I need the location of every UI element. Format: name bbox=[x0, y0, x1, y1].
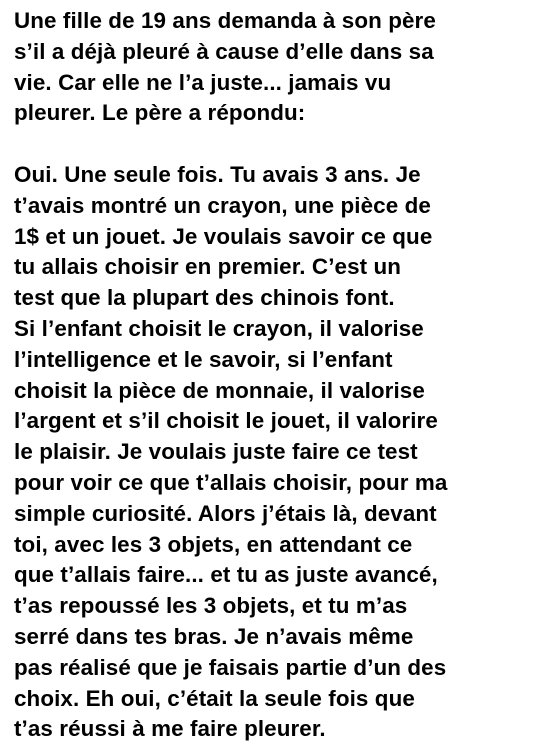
text-line: pleurer. Le père a répondu: bbox=[14, 100, 306, 126]
text-line: pas réalisé que je faisais partie d’un des bbox=[14, 654, 447, 680]
paragraph-spacer bbox=[14, 129, 544, 160]
answer-paragraph bbox=[14, 160, 544, 745]
text-line: vie. Car elle ne l’a juste... jamais vu bbox=[14, 69, 392, 95]
text-line: l’intelligence et le savoir, si l’enfant bbox=[14, 346, 393, 372]
text-line: que t’allais faire... et tu as juste avancé, bbox=[14, 562, 438, 588]
text-line: choisit la pièce de monnaie, il valorise bbox=[14, 377, 425, 403]
text-line: le plaisir. Je voulais juste faire ce test bbox=[14, 439, 418, 465]
text-line: Si l’enfant choisit le crayon, il valorise bbox=[14, 315, 424, 341]
story-text bbox=[14, 6, 544, 745]
text-line: t’as réussi à me faire pleurer. bbox=[14, 716, 326, 742]
text-line: t’avais montré un crayon, une pièce de bbox=[14, 192, 431, 218]
text-line: l’argent et s’il choisit le jouet, il valorire bbox=[14, 408, 438, 434]
text-line: s’il a déjà pleuré à cause d’elle dans sa bbox=[14, 38, 434, 64]
intro-paragraph bbox=[14, 6, 544, 129]
text-line: pour voir ce que t’allais choisir, pour ma bbox=[14, 469, 448, 495]
text-line: tu allais choisir en premier. C’est un bbox=[14, 254, 402, 280]
text-line: test que la plupart des chinois font. bbox=[14, 285, 395, 311]
text-line: serré dans tes bras. Je n’avais même bbox=[14, 623, 414, 649]
text-line: choix. Eh oui, c’était la seule fois que bbox=[14, 685, 415, 711]
text-line: 1$ et un jouet. Je voulais savoir ce que bbox=[14, 223, 433, 249]
text-line: toi, avec les 3 objets, en attendant ce bbox=[14, 531, 413, 557]
text-line: t’as repoussé les 3 objets, et tu m’as bbox=[14, 593, 408, 619]
text-line: Une fille de 19 ans demanda à son père bbox=[14, 8, 436, 33]
text-line: simple curiosité. Alors j’étais là, devant bbox=[14, 500, 437, 526]
text-line: Oui. Une seule fois. Tu avais 3 ans. Je bbox=[14, 161, 421, 187]
